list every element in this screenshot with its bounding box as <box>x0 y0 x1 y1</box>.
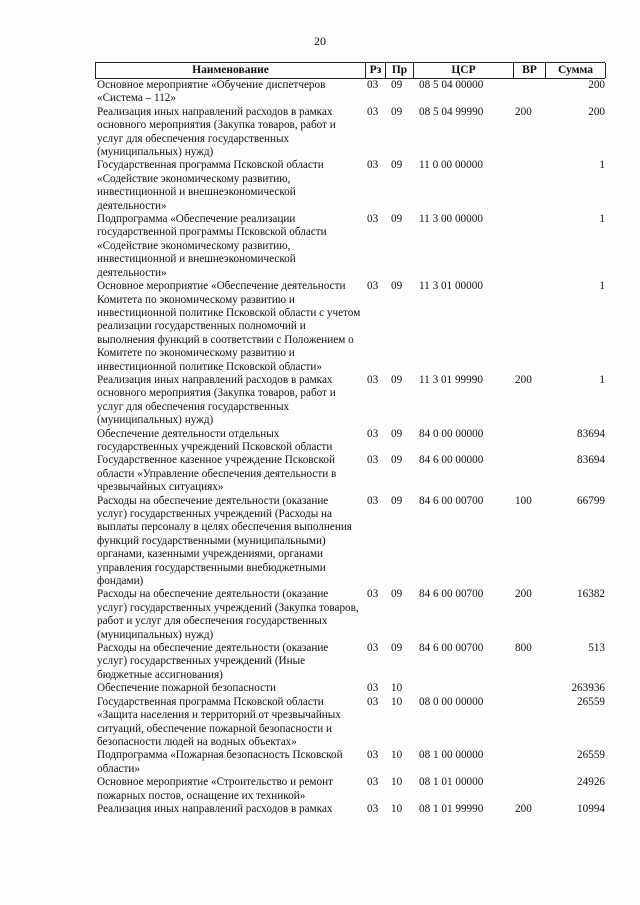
table-row <box>95 280 605 374</box>
row-vr <box>513 696 545 750</box>
row-sum: 1 <box>599 213 605 226</box>
row-vr: 200 <box>515 105 532 118</box>
row-name: Государственная программа Псковской области «Защита населения и территорий от чрезвычайных ситуаций, обеспечение пожарной безопасности и безопасности людей на водных объектах» <box>97 695 341 748</box>
table-row <box>95 106 605 160</box>
row-name: Обеспечение деятельности отдельных государственных учреждений Псковской области <box>97 427 333 453</box>
row-sum: 200 <box>588 105 605 118</box>
row-csr: 08 1 01 00000 <box>419 776 484 789</box>
row-name: Обеспечение пожарной безопасности <box>97 682 277 695</box>
row-rz: 03 <box>367 776 379 789</box>
row-pr: 09 <box>391 373 403 386</box>
row-name: Расходы на обеспечение деятельности (оказание услуг) государственных учреждений (Иные бюджетные ассигнования) <box>97 642 329 681</box>
row-rz: 03 <box>367 695 379 708</box>
row-name: Основное мероприятие «Обеспечение деятельности Комитета по экономическому развитию и инвестиционной политике Псковской области с учетом реализации государственных полномочий и выполнения функций в соответствии с Положением о Комитете по экономическому развитию и инвестиционной политике Псковской области» <box>97 280 361 373</box>
row-vr <box>513 454 545 494</box>
budget-table <box>95 62 605 816</box>
row-rz: 03 <box>367 427 379 440</box>
row-rz: 03 <box>367 79 379 91</box>
row-sum: 83694 <box>577 454 605 467</box>
row-sum: 26559 <box>577 749 605 762</box>
table-row <box>95 79 605 106</box>
table-row <box>95 213 605 280</box>
row-name: Реализация иных направлений расходов в рамках основного мероприятия (Закупка товаров, работ и услуг для обеспечения государственных (муниципальных) нужд) <box>97 373 336 427</box>
row-csr: 11 3 01 00000 <box>419 280 483 293</box>
row-vr <box>513 749 545 776</box>
column-header-csr: ЦСР <box>414 63 514 78</box>
row-csr <box>413 682 513 695</box>
row-pr: 09 <box>391 79 403 91</box>
row-pr: 09 <box>391 427 403 440</box>
row-vr: 100 <box>515 494 532 507</box>
row-name: Расходы на обеспечение деятельности (оказание услуг) государственных учреждений (Расходы на выплаты персоналу в целях обеспечения выполнения функций государственными (муниципальными) органами, казенными учреждениями, органами управления государственными внебюджетными фондами) <box>97 494 352 588</box>
row-vr: 200 <box>515 588 532 601</box>
row-rz: 03 <box>367 213 379 226</box>
row-sum: 16382 <box>577 588 605 601</box>
table-row <box>95 776 605 803</box>
row-csr: 84 6 00 00700 <box>419 588 484 601</box>
table-row <box>95 588 605 642</box>
column-header-rz: Рз <box>366 63 386 78</box>
row-rz: 03 <box>367 682 379 695</box>
row-vr <box>513 213 545 280</box>
row-pr: 09 <box>391 454 403 467</box>
row-sum: 1 <box>599 280 605 293</box>
row-csr: 08 5 04 00000 <box>419 79 484 91</box>
table-row <box>95 682 605 695</box>
row-sum: 26559 <box>577 695 605 708</box>
row-name: Подпрограмма «Пожарная безопасность Псковской области» <box>97 749 343 775</box>
row-pr: 10 <box>391 776 403 789</box>
row-sum: 24926 <box>577 776 605 789</box>
row-csr: 11 3 00 00000 <box>419 213 483 226</box>
column-header-pr: Пр <box>386 63 414 78</box>
row-vr <box>513 682 545 695</box>
row-pr: 09 <box>391 105 403 118</box>
table-row <box>95 159 605 213</box>
row-sum: 1 <box>599 159 605 172</box>
row-csr: 11 0 00 00000 <box>419 159 483 172</box>
row-pr: 09 <box>391 159 403 172</box>
row-sum: 66799 <box>577 494 605 507</box>
row-sum: 83694 <box>577 427 605 440</box>
row-name: Государственная программа Псковской области «Содействие экономическому развитию, инвестиционной и внешнеэкономической деятельности» <box>97 159 324 212</box>
page-number: 20 <box>314 34 326 48</box>
row-pr: 10 <box>391 682 403 695</box>
row-name: Реализация иных направлений расходов в рамках <box>97 802 333 815</box>
row-vr <box>513 79 545 106</box>
row-csr: 08 1 01 99990 <box>419 802 484 815</box>
row-pr: 09 <box>391 494 403 507</box>
row-sum: 10994 <box>577 802 605 815</box>
row-csr: 84 0 00 00000 <box>419 427 484 440</box>
row-vr <box>513 159 545 213</box>
column-header-sum: Сумма <box>546 63 606 78</box>
row-vr: 200 <box>515 373 532 386</box>
row-pr: 09 <box>391 642 403 655</box>
row-csr: 08 0 00 00000 <box>419 695 484 708</box>
row-name: Расходы на обеспечение деятельности (оказание услуг) государственных учреждений (Закупка товаров, работ и услуг для обеспечения государственных (муниципальных) нужд) <box>97 588 359 641</box>
column-header-name: Наименование <box>96 63 366 78</box>
table-row <box>95 495 605 589</box>
row-rz: 03 <box>367 749 379 762</box>
row-rz: 03 <box>367 494 379 507</box>
row-rz: 03 <box>367 802 379 815</box>
table-row <box>95 749 605 776</box>
row-rz: 03 <box>367 588 379 601</box>
row-rz: 03 <box>367 105 379 118</box>
row-vr: 200 <box>515 802 532 815</box>
row-csr: 08 1 00 00000 <box>419 749 484 762</box>
row-vr <box>513 280 545 374</box>
row-pr: 09 <box>391 213 403 226</box>
row-rz: 03 <box>367 454 379 467</box>
table-row <box>95 696 605 750</box>
row-name: Подпрограмма «Обеспечение реализации государственной программы Псковской области «Содействие экономическому развитию, инвестиционной и внешнеэкономической деятельности» <box>97 213 327 279</box>
row-rz: 03 <box>367 373 379 386</box>
row-name: Основное мероприятие «Обучение диспетчеров «Система – 112» <box>97 79 326 105</box>
row-pr: 10 <box>391 695 403 708</box>
row-csr: 08 5 04 99990 <box>419 105 484 118</box>
row-name: Реализация иных направлений расходов в рамках основного мероприятия (Закупка товаров, работ и услуг для обеспечения государственных (муниципальных) нужд) <box>97 105 336 159</box>
column-header-vr: ВР <box>514 63 546 78</box>
row-sum: 1 <box>599 373 605 386</box>
row-name: Основное мероприятие «Строительство и ремонт пожарных постов, оснащение их техникой» <box>97 776 333 802</box>
row-sum: 263936 <box>571 682 605 695</box>
table-row <box>95 803 605 816</box>
row-pr: 10 <box>391 749 403 762</box>
row-csr: 11 3 01 99990 <box>419 373 483 386</box>
row-sum: 513 <box>588 642 605 655</box>
row-pr: 09 <box>391 588 403 601</box>
row-csr: 84 6 00 00700 <box>419 494 484 507</box>
row-name: Государственное казенное учреждение Псковской области «Управление обеспечения деятельности в чрезвычайных ситуациях» <box>97 454 337 494</box>
row-rz: 03 <box>367 280 379 293</box>
row-csr: 84 6 00 00700 <box>419 642 484 655</box>
table-header <box>95 62 605 79</box>
table-row <box>95 374 605 428</box>
row-vr <box>513 776 545 803</box>
row-vr: 800 <box>515 642 532 655</box>
table-body <box>95 79 605 816</box>
row-vr <box>513 428 545 455</box>
row-sum: 200 <box>588 79 605 91</box>
row-rz: 03 <box>367 159 379 172</box>
table-row <box>95 428 605 455</box>
row-csr: 84 6 00 00000 <box>419 454 484 467</box>
row-pr: 10 <box>391 802 403 815</box>
row-rz: 03 <box>367 642 379 655</box>
table-row <box>95 454 605 494</box>
table-row <box>95 642 605 682</box>
row-pr: 09 <box>391 280 403 293</box>
